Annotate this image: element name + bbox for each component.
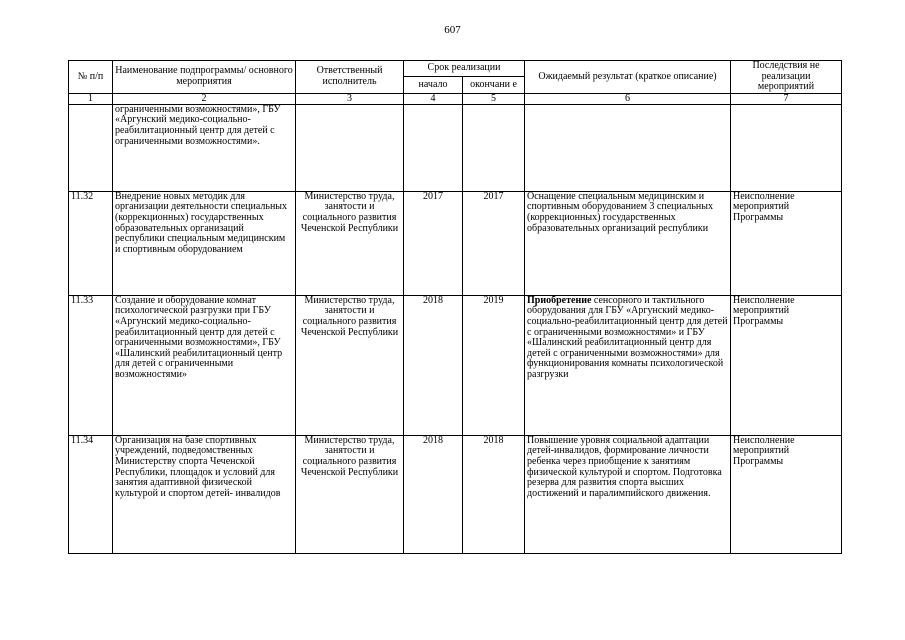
- cell-result: [525, 104, 731, 191]
- cell-name: Создание и оборудование комнат психологической разгрузки при ГБУ «Аргунский медико-социально-реабилитационный центр для детей с ограниченными возможностями», ГБУ «Шалинский реабилитационный центр для детей с ограниченными возможностями»: [113, 295, 296, 435]
- header-row: [69, 61, 842, 77]
- cell-end: 2018: [463, 435, 525, 553]
- cell-start: 2018: [404, 435, 463, 553]
- column-number: 4: [404, 93, 463, 104]
- cell-consequence: Неисполнение мероприятий Программы: [731, 295, 842, 435]
- cell-num: 11.32: [69, 191, 113, 295]
- result-bold: Приобретение: [527, 294, 592, 306]
- column-number: 6: [525, 93, 731, 104]
- column-number: 3: [296, 93, 404, 104]
- cell-start: [404, 104, 463, 191]
- header-start: начало: [404, 77, 463, 93]
- cell-num: [69, 104, 113, 191]
- cell-executor: Министерство труда, занятости и социального развития Чеченской Республики: [296, 435, 404, 553]
- column-number-row: [69, 93, 842, 104]
- result-text: Повышение уровня социальной адаптации детей-инвалидов, формирование личности ребенка через приобщение к занятиям физической культурой и спортом. Подготовка резерва для развития спорта высших достижений и паралимпийского движения.: [527, 434, 722, 499]
- cell-consequence: Неисполнение мероприятий Программы: [731, 191, 842, 295]
- program-table: [68, 60, 842, 554]
- header-consequence: Последствия не реализации мероприятий: [731, 61, 842, 94]
- header-executor: Ответственный исполнитель: [296, 61, 404, 94]
- header-name: Наименование подпрограммы/ основного мероприятия: [113, 61, 296, 94]
- result-text: Оснащение специальным медицинским и спортивным оборудованием 3 специальных (коррекционных) государственных образовательных организаций республики: [527, 190, 713, 234]
- column-number: 7: [731, 93, 842, 104]
- column-number: 1: [69, 93, 113, 104]
- column-number: 5: [463, 93, 525, 104]
- table-row: [69, 435, 842, 553]
- cell-executor: Министерство труда, занятости и социального развития Чеченской Республики: [296, 295, 404, 435]
- cell-end: 2017: [463, 191, 525, 295]
- cell-name: Внедрение новых методик для организации деятельности специальных (коррекционных) государственных образовательных организаций республики специальным медицинским и спортивным оборудованием: [113, 191, 296, 295]
- cell-consequence: Неисполнение мероприятий Программы: [731, 435, 842, 553]
- header-result: Ожидаемый результат (краткое описание): [525, 61, 731, 94]
- cell-executor: [296, 104, 404, 191]
- cell-end: [463, 104, 525, 191]
- cell-num: 11.33: [69, 295, 113, 435]
- header-period: Срок реализации: [404, 61, 525, 77]
- cell-start: 2018: [404, 295, 463, 435]
- cell-num: 11.34: [69, 435, 113, 553]
- page-number: 607: [444, 24, 461, 36]
- cell-executor: Министерство труда, занятости и социального развития Чеченской Республики: [296, 191, 404, 295]
- continuation-row: [69, 104, 842, 191]
- cell-result: [525, 295, 731, 435]
- table-row: [69, 295, 842, 435]
- result-text: сенсорного и тактильного оборудования для ГБУ «Аргунский медико-социально-реабилитационный центр для детей с ограниченными возможностями» и ГБУ «Шалинский реабилитационный центр для детей с ограниченными возможностями» для функционирования комнаты психологической разгрузки: [527, 294, 728, 380]
- cell-consequence: [731, 104, 842, 191]
- header-num: № п/п: [69, 61, 113, 94]
- cell-result: [525, 435, 731, 553]
- cell-name: ограниченными возможностями», ГБУ «Аргунский медико-социально-реабилитационный центр для детей с ограниченными возможностями».: [113, 104, 296, 191]
- cell-result: [525, 191, 731, 295]
- table-row: [69, 191, 842, 295]
- header-end: окончани е: [463, 77, 525, 93]
- cell-end: 2019: [463, 295, 525, 435]
- cell-name: Организация на базе спортивных учреждений, подведомственных Министерству спорта Чеченской Республики, площадок и условий для занятия адаптивной физической культурой и спортом детей- инвалидов: [113, 435, 296, 553]
- column-number: 2: [113, 93, 296, 104]
- cell-start: 2017: [404, 191, 463, 295]
